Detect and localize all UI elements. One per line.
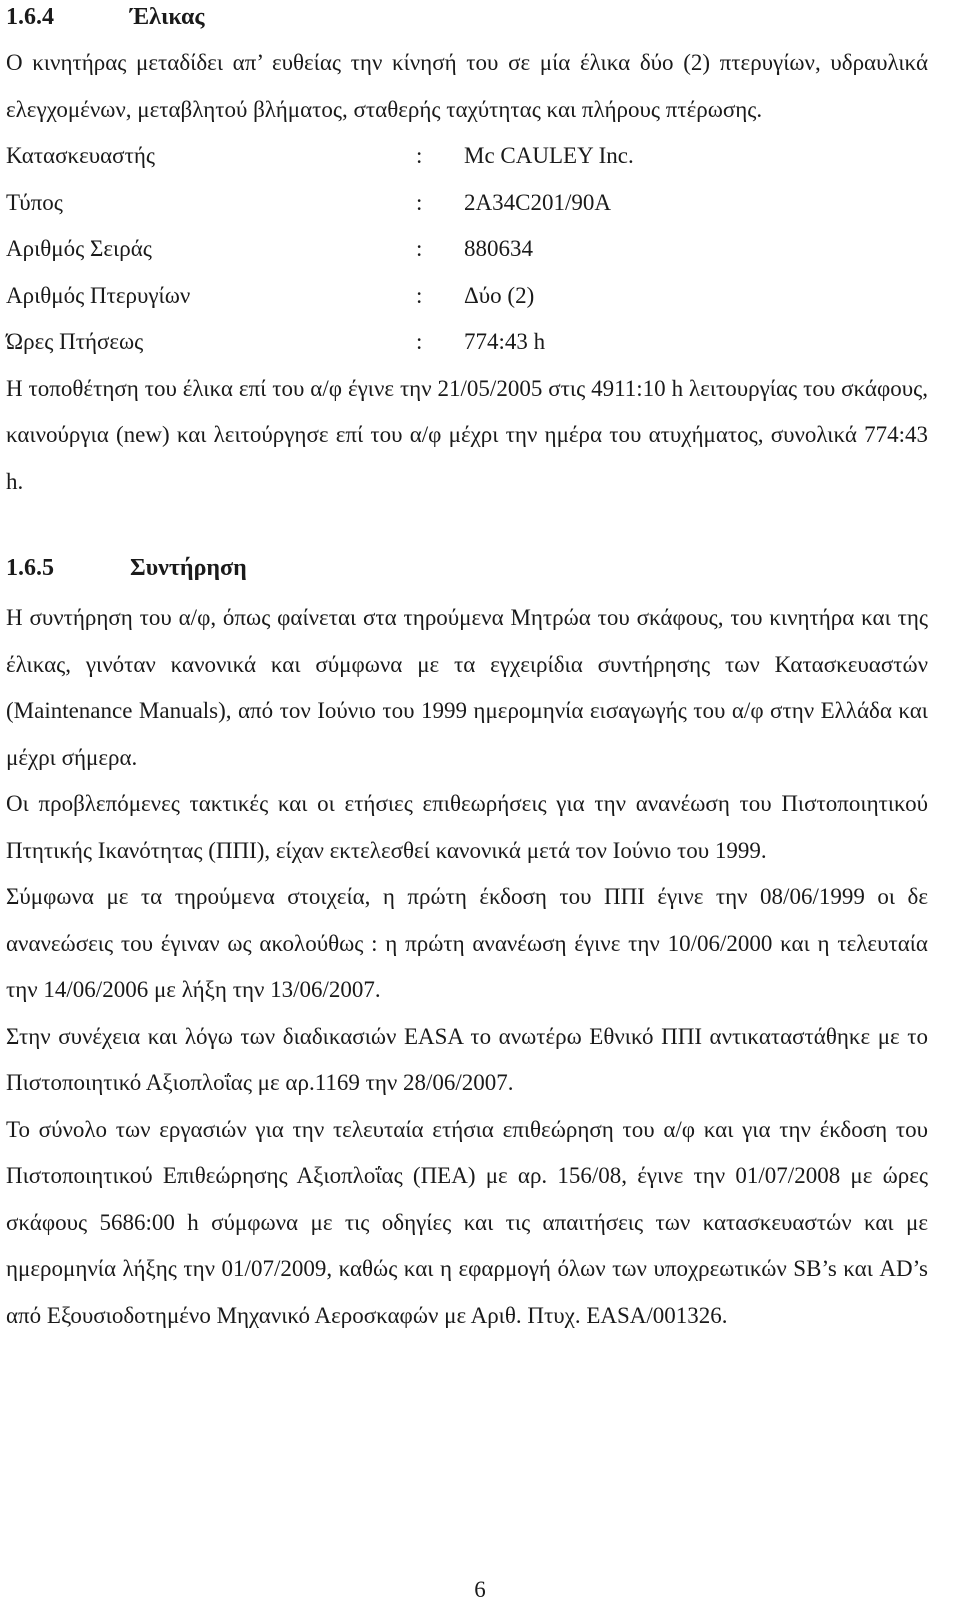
spec-separator: : (416, 189, 423, 215)
spec-label: Ώρες Πτήσεως (6, 329, 144, 354)
maintenance-paragraph: Σύμφωνα με τα τηρούμενα στοιχεία, η πρώτη έκδοση του ΠΠΙ έγινε την 08/06/1999 οι δε ανανεώσεις του έγιναν ως ακολούθως : η πρώτη ανανέωση έγινε την 10/06/2000 και η τελευταία την 14/06/2006 με λήξη την 13/06/2007. (6, 884, 928, 1002)
spec-row-manufacturer (6, 133, 928, 180)
maintenance-paragraph: Στην συνέχεια και λόγω των διαδικασιών EASA το ανωτέρω Εθνικό ΠΠΙ αντικαταστάθηκε με το Πιστοποιητικό Αξιοπλοΐας με αρ.1169 την 28/06/2007. (6, 1023, 928, 1095)
spec-row-serial-number (6, 226, 928, 273)
section-spacer (6, 505, 928, 551)
maintenance-paragraph: Η συντήρηση του α/φ, όπως φαίνεται στα τηρούμενα Μητρώα του σκάφους, του κινητήρα και της έλικας, γινόταν κανονικά και σύμφωνα με τα εγχειρίδια συντήρησης των Κατασκευαστών (Maintenance Manuals), από τον Ιούνιο του 1999 ημερομηνία εισαγωγής του α/φ στην Ελλάδα και μέχρι σήμερα. (6, 605, 928, 770)
section-title: Συντήρηση (130, 555, 247, 581)
spec-row-blade-count (6, 273, 928, 320)
section-number: 1.6.4 (6, 4, 54, 30)
spec-value: Δύο (2) (464, 282, 535, 308)
maintenance-paragraph: Το σύνολο των εργασιών για την τελευταία ετήσια επιθεώρηση του α/φ και για την έκδοση του Πιστοποιητικού Επιθεώρησης Αξιοπλοΐας (ΠΕΑ) με αρ. 156/08, έγινε την 01/07/2008 με ώρες σκάφους 5686:00 h σύμφωνα με τις οδηγίες και τις απαιτήσεις των κατασκευαστών και με ημερομηνία λήξης την 01/07/2009, καθώς και η εφαρμογή όλων των υποχρεωτικών SB’s και AD’s από Εξουσιοδοτημένο Μηχανικό Αεροσκαφών με Αριθ. Πτυχ. EASA/001326. (6, 1116, 928, 1328)
spec-label: Αριθμός Πτερυγίων (6, 282, 191, 308)
spec-row-flight-hours (6, 319, 928, 366)
installation-paragraph: Η τοποθέτηση του έλικα επί του α/φ έγινε την 21/05/2005 στις 4911:10 h λειτουργίας του σκάφους, καινούργια (new) και λειτούργησε επί του α/φ μέχρι την ημέρα του ατυχήματος, συνολικά 774:43 h. (6, 375, 928, 494)
maintenance-paragraph: Οι προβλεπόμενες τακτικές και οι ετήσιες επιθεωρήσεις για την ανανέωση του Πιστοποιητικού Πτητικής Ικανότητας (ΠΠΙ), είχαν εκτελεσθεί κανονικά μετά τον Ιούνιο του 1999. (6, 791, 928, 863)
section-heading-maintenance (6, 551, 928, 591)
spec-separator: : (416, 236, 423, 261)
spec-label: Κατασκευαστής (6, 143, 155, 168)
spec-label: Αριθμός Σειράς (6, 236, 152, 261)
spec-separator: : (416, 143, 423, 168)
section-number: 1.6.5 (6, 555, 54, 581)
spec-separator: : (416, 282, 423, 308)
spec-row-type (6, 180, 928, 227)
document-page (6, 0, 928, 1339)
propeller-intro-paragraph: Ο κινητήρας μεταδίδει απ’ ευθείας την κίνησή του σε μία έλικα δύο (2) πτερυγίων, υδραυλικά ελεγχομένων, μεταβλητού βλήματος, σταθερής ταχύτητας και πλήρους πτέρωσης. (6, 50, 928, 122)
spec-value: Mc CAULEY Inc. (464, 143, 634, 168)
spec-value: 880634 (464, 236, 533, 261)
spec-value: 774:43 h (464, 329, 546, 354)
spec-value: 2A34C201/90A (464, 189, 611, 215)
spec-separator: : (416, 329, 423, 354)
page-number: 6 (474, 1577, 486, 1602)
section-heading-propeller (6, 0, 928, 40)
section-title: Έλικας (130, 4, 205, 30)
spec-label: Τύπος (6, 189, 63, 215)
